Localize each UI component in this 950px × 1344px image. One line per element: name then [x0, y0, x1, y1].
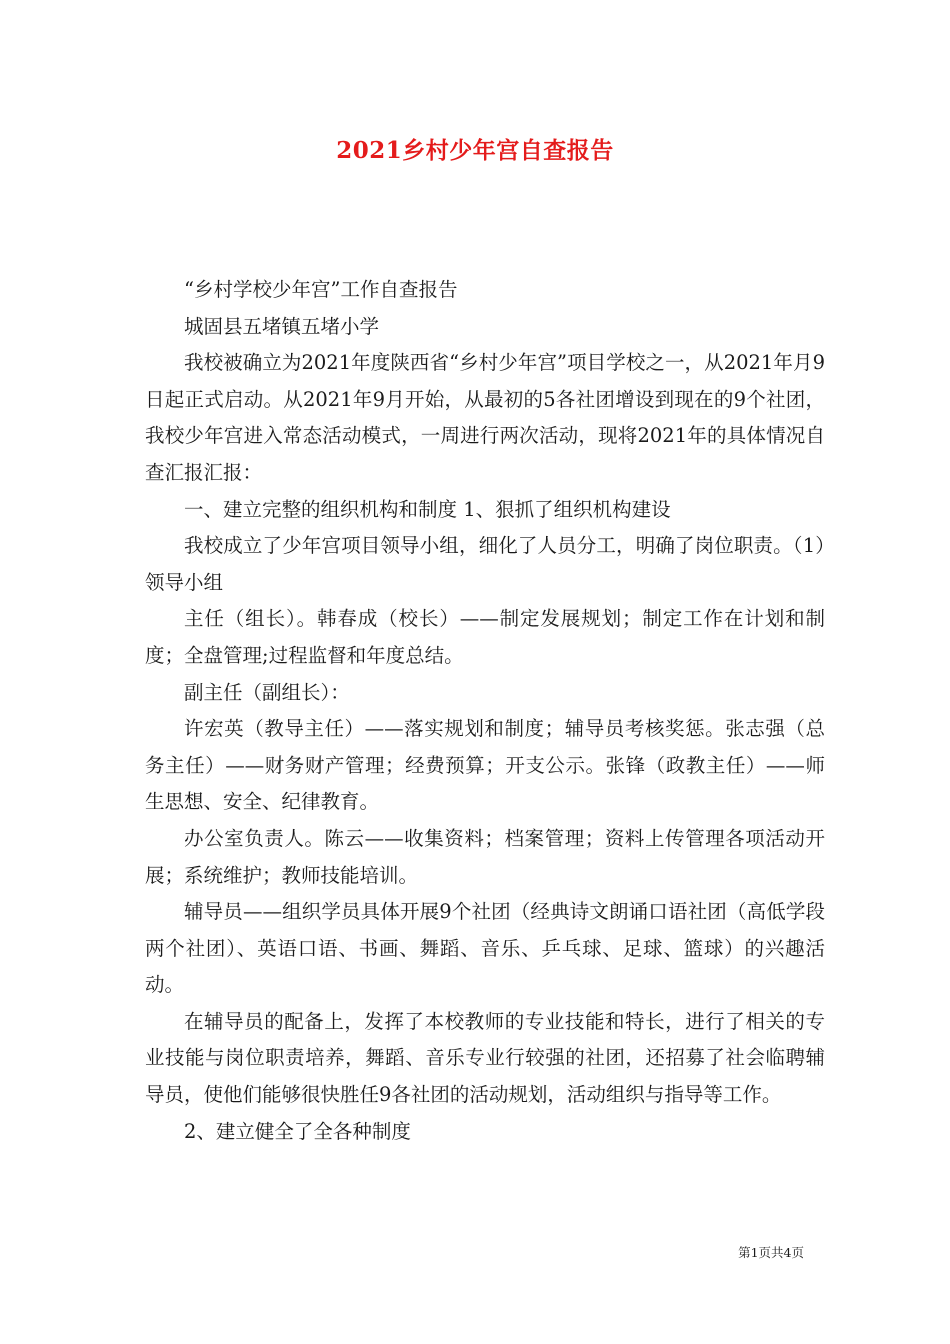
- paragraph-section-2: 2、建立健全了全各种制度: [184, 1119, 411, 1143]
- page-title: 2021乡村少年宫自查报告: [336, 137, 614, 164]
- paragraph-counselors: 辅导员——组织学员具体开展9个社团（经典诗文朗诵口语社团（高低学段两个社团）、英语口语、书画、舞蹈、音乐、乒乓球、足球、篮球）的兴趣活动。: [145, 900, 825, 997]
- paragraph-deputy-heading: 副主任（副组长）：: [184, 680, 350, 704]
- paragraph-school: 城固县五堵镇五堵小学: [184, 314, 380, 338]
- paragraph-director: 主任（组长）。韩春成（校长）——制定发展规划；制定工作在计划和制度；全盘管理;过程监督和年度总结。: [145, 607, 825, 667]
- paragraph-intro: 我校被确立为2021年度陕西省“乡村少年宫”项目学校之一，从2021年月9日起正式启动。从2021年9月开始，从最初的5各社团增设到现在的9个社团，我校少年宫进入常态活动模式，一周进行两次活动，现将2021年的具体情况自查汇报汇报：: [145, 351, 825, 484]
- paragraph-deputies: 许宏英（教导主任）——落实规划和制度；辅导员考核奖惩。张志强（总务主任）——财务财产管理；经费预算；开支公示。张锋（政教主任）——师生思想、安全、纪律教育。: [145, 717, 825, 814]
- page-number: 第1页共4页: [738, 1245, 804, 1260]
- paragraph-staffing: 在辅导员的配备上，发挥了本校教师的专业技能和特长，进行了相关的专业技能与岗位职责培养，舞蹈、音乐专业行较强的社团，还招募了社会临聘辅导员，使他们能够很快胜任9各社团的活动规划，活动组织与指导等工作。: [145, 1009, 825, 1107]
- paragraph-heading: “乡村学校少年宫”工作自查报告: [184, 278, 458, 301]
- paragraph-section-1: 一、建立完整的组织机构和制度 1、狠抓了组织机构建设: [184, 497, 671, 521]
- document-body: [145, 272, 825, 1150]
- paragraph-office: 办公室负责人。陈云——收集资料；档案管理；资料上传管理各项活动开展；系统维护；教师技能培训。: [145, 826, 825, 887]
- paragraph-leadership: 我校成立了少年宫项目领导小组，细化了人员分工，明确了岗位职责。（1）领导小组: [145, 534, 825, 594]
